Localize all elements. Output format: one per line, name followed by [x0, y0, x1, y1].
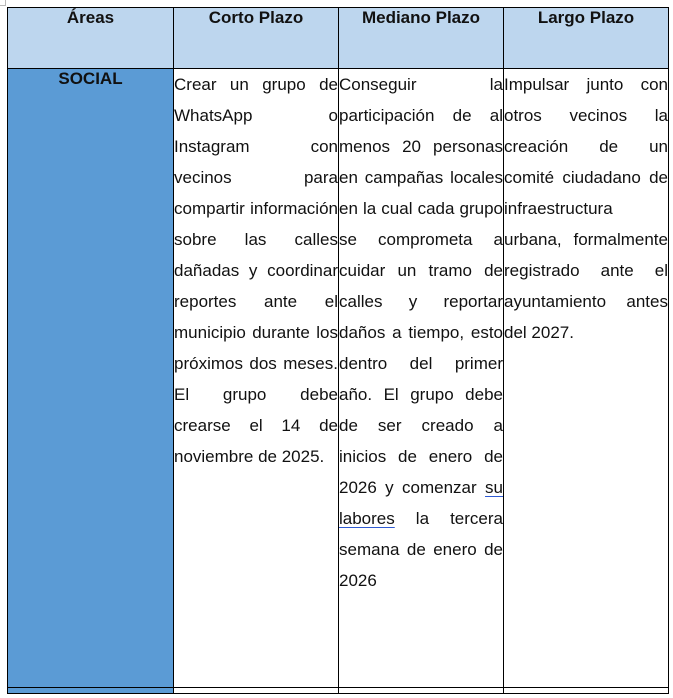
- header-row: [8, 8, 669, 69]
- table-row: [8, 69, 669, 688]
- spellcheck-flagged-text[interactable]: su labores: [339, 478, 503, 528]
- header-corto-plazo[interactable]: Corto Plazo: [174, 8, 339, 69]
- header-areas[interactable]: Áreas: [8, 8, 174, 69]
- largo-plazo-cell[interactable]: Impulsar junto con otros vecinos la creación de un comité ciudadano de infraestructura urbana, formalmente registrado ante el ayuntamiento antes del 2027.: [504, 69, 669, 688]
- corto-plazo-cell[interactable]: Crear un grupo de WhatsApp o Instagram con vecinos para compartir información sobre las calles dañadas y coordinar reportes ante el municipio durante los próximos dos meses. El grupo debe crearse el 14 de noviembre de 2025.: [174, 69, 339, 688]
- header-mediano-plazo[interactable]: Mediano Plazo: [339, 8, 504, 69]
- area-cell-social[interactable]: SOCIAL: [8, 69, 174, 688]
- area-cell-next[interactable]: [8, 688, 174, 694]
- mediano-plazo-cell-next[interactable]: [339, 688, 504, 694]
- largo-plazo-cell-next[interactable]: [504, 688, 669, 694]
- table-row-partial: [8, 688, 669, 694]
- corto-plazo-cell-next[interactable]: [174, 688, 339, 694]
- mediano-plazo-text-start: Conseguir la participación de al menos 20 personas en campañas locales en la cual cada grupo se comprometa a cuidar un tramo de calles y reportar daños a tiempo, esto dentro del primer año. El grupo debe de ser creado a inicios de enero de 2026 y comenzar: [339, 75, 503, 497]
- plan-table: [7, 7, 669, 694]
- page-corner-marker: [0, 0, 6, 6]
- header-largo-plazo[interactable]: Largo Plazo: [504, 8, 669, 69]
- mediano-plazo-text-end: la tercera semana de enero de 2026: [339, 509, 503, 590]
- mediano-plazo-cell[interactable]: [339, 69, 504, 688]
